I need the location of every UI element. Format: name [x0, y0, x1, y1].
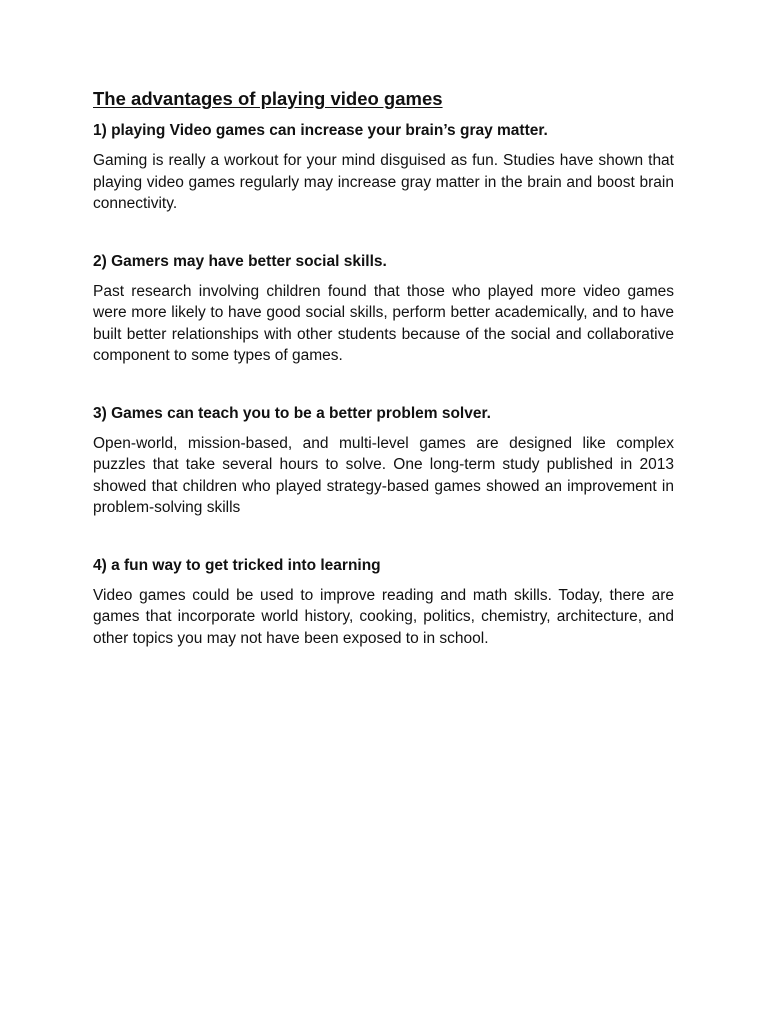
- document-title: The advantages of playing video games: [93, 88, 443, 109]
- section-heading: 2) Gamers may have better social skills.: [93, 252, 387, 270]
- section-heading: 1) playing Video games can increase your brain’s gray matter.: [93, 122, 548, 139]
- section-brain-gray-matter: [93, 120, 674, 215]
- section-social-skills: [93, 251, 674, 367]
- section-heading: 4) a fun way to get tricked into learning: [93, 556, 381, 574]
- section-paragraph: Gaming is really a workout for your mind disguised as fun. Studies have shown that playing video games regularly may increase gray matter in the brain and boost brain connectivity.: [93, 152, 674, 212]
- document-page: [93, 86, 674, 685]
- section-paragraph: Open-world, mission-based, and multi-level games are designed like complex puzzles that take several hours to solve. One long-term study published in 2013 showed that children who played strategy-based games showed an improvement in problem-solving skills: [93, 434, 674, 516]
- section-problem-solver: [93, 403, 674, 519]
- section-learning: [93, 555, 674, 650]
- section-heading: 3) Games can teach you to be a better problem solver.: [93, 404, 491, 422]
- section-paragraph: Past research involving children found that those who played more video games were more likely to have good social skills, perform better academically, and to have built better relationships with other students because of the social and collaborative component to some types of games.: [93, 282, 674, 364]
- section-paragraph: Video games could be used to improve reading and math skills. Today, there are games that incorporate world history, cooking, politics, chemistry, architecture, and other topics you may not have been exposed to in school.: [93, 586, 674, 647]
